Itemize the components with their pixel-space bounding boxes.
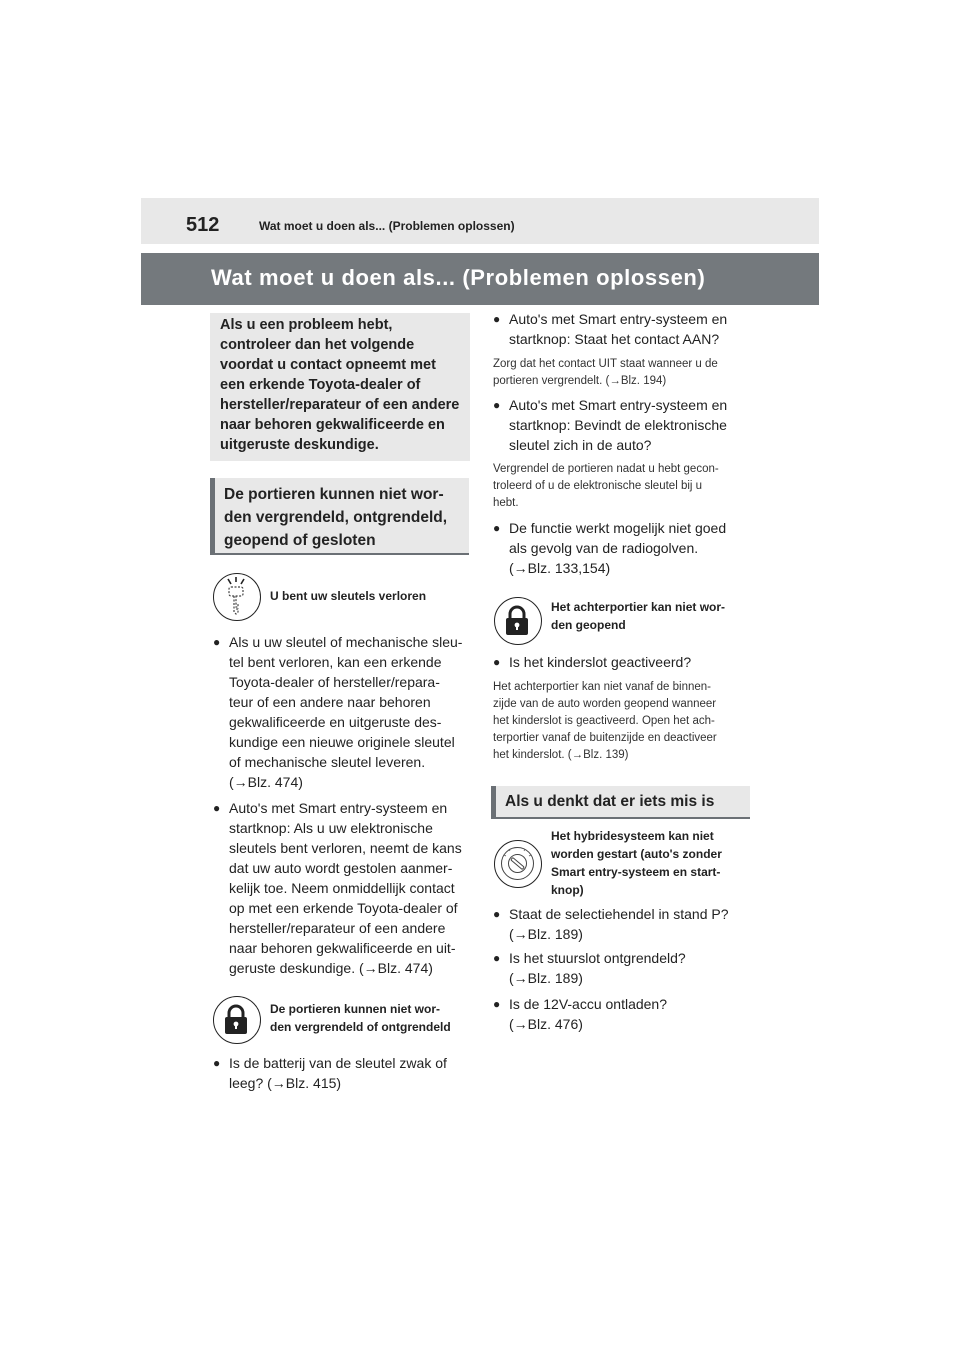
text-line: als gevolg van de radiogolven. bbox=[509, 540, 699, 556]
text-line: Het hybridesysteem kan niet bbox=[551, 829, 714, 843]
text-line: terportier vanaf de buitenzijde en deactiveer bbox=[493, 732, 717, 744]
text-line: Toyota-dealer of hersteller/repara- bbox=[229, 674, 440, 690]
text-line: het kinderslot is geactiveerd. Open het ach- bbox=[493, 715, 715, 727]
text-line: Is de batterij van de sleutel zwak of bbox=[229, 1055, 447, 1071]
text-line: portieren vergrendelt. (→Blz. 194) bbox=[493, 375, 667, 387]
text-line: startknop: Als u uw elektronische bbox=[229, 820, 433, 836]
subsection-title-lock bbox=[270, 1000, 451, 1036]
key-lost-icon bbox=[213, 573, 261, 621]
text-line: sleutel zich in de auto? bbox=[509, 437, 652, 453]
text-line: Is het stuurslot ontgrendeld? bbox=[509, 950, 686, 966]
text-line: dat uw auto wordt gestolen aanmer- bbox=[229, 860, 453, 876]
text-line: Smart entry-systeem en start- bbox=[551, 865, 721, 879]
text-line: startknop: Bevindt de elektronische bbox=[509, 417, 727, 433]
bullet-icon: ● bbox=[493, 907, 501, 921]
bullet-item bbox=[493, 395, 753, 455]
intro-text: Als u een probleem hebt, controleer dan het volgende voordat u contact opneemt met een erkende Toyota-dealer of hersteller/reparateur of een andere naar behoren gekwalificeerde en uitgeruste deskundige. bbox=[220, 317, 460, 453]
text-line: startknop: Staat het contact AAN? bbox=[509, 331, 720, 347]
section-heading-line: den vergrendeld, ontgrendeld, bbox=[224, 509, 448, 526]
bullet-icon: ● bbox=[213, 801, 221, 815]
bullet-item bbox=[493, 904, 753, 944]
page-number: 512 bbox=[186, 214, 220, 236]
bullet-icon: ● bbox=[213, 1056, 221, 1070]
bullet-item bbox=[493, 652, 753, 672]
bullet-item bbox=[493, 309, 753, 349]
text-line: Auto's met Smart entry-systeem en bbox=[229, 800, 448, 816]
text-line: op met een erkende Toyota-dealer of bbox=[229, 900, 458, 916]
text-line: sleutels bent verloren, neemt de kans bbox=[229, 840, 462, 856]
bullet-icon: ● bbox=[493, 951, 501, 965]
text-line: Staat de selectiehendel in stand P? bbox=[509, 906, 729, 922]
text-line: tel bent verloren, kan een erkende bbox=[229, 654, 442, 670]
note-text bbox=[493, 356, 718, 390]
bullet-icon: ● bbox=[213, 635, 221, 649]
subsection-title-rear-door bbox=[551, 598, 725, 634]
lock-icon bbox=[494, 597, 542, 645]
text-line: den geopend bbox=[551, 618, 626, 632]
section-heading-line: De portieren kunnen niet wor- bbox=[224, 486, 444, 503]
page-reference: (→Blz. 474) bbox=[229, 774, 303, 790]
bullet-icon: ● bbox=[493, 312, 501, 326]
text-line: zijde van de auto worden geopend wanneer bbox=[493, 698, 717, 710]
text-line: gekwalificeerde en uitgeruste des- bbox=[229, 714, 442, 730]
text-line: Is het kinderslot geactiveerd? bbox=[509, 654, 692, 670]
bullet-item bbox=[493, 518, 753, 578]
bullet-item bbox=[213, 798, 473, 978]
page-reference: (→Blz. 476) bbox=[509, 1016, 583, 1032]
note-text bbox=[493, 461, 719, 512]
text-line: De functie werkt mogelijk niet goed bbox=[509, 520, 727, 536]
text-line: Het achterportier kan niet vanaf de binnen- bbox=[493, 681, 711, 693]
bullet-item bbox=[213, 632, 473, 792]
text-line: hersteller/reparateur of een andere bbox=[229, 920, 446, 936]
note-text bbox=[493, 679, 717, 764]
section-heading-line: geopend of gesloten bbox=[224, 532, 376, 549]
text-line: teur of een andere naar behoren bbox=[229, 694, 431, 710]
text-line: De portieren kunnen niet wor- bbox=[270, 1002, 441, 1016]
text-line: Als u uw sleutel of mechanische sleu- bbox=[229, 634, 463, 650]
text-line: kundige een nieuwe originele sleutel bbox=[229, 734, 455, 750]
text-line: Auto's met Smart entry-systeem en bbox=[509, 311, 728, 327]
page-reference: (→Blz. 189) bbox=[509, 926, 583, 942]
text-line: knop) bbox=[551, 883, 584, 897]
subsection-title-hybrid-start bbox=[551, 827, 722, 899]
text-line: kelijk toe. Neem onmiddellijk contact bbox=[229, 880, 455, 896]
text-line: of mechanische sleutel leveren. bbox=[229, 754, 426, 770]
text-line: naar behoren gekwalificeerde en uit- bbox=[229, 940, 456, 956]
bullet-icon: ● bbox=[493, 997, 501, 1011]
subsection-title-lost-keys: U bent uw sleutels verloren bbox=[270, 589, 427, 603]
bullet-icon: ● bbox=[493, 655, 501, 669]
section-heading-line: Als u denkt dat er iets mis is bbox=[505, 793, 715, 810]
bullet-item bbox=[493, 994, 753, 1034]
text-line: Het achterportier kan niet wor- bbox=[551, 600, 726, 614]
section-heading-something-wrong bbox=[491, 786, 750, 819]
page-reference: (→Blz. 133,154) bbox=[509, 560, 611, 576]
chapter-title: Wat moet u doen als... (Problemen oplossen) bbox=[211, 265, 706, 290]
bullet-icon: ● bbox=[493, 521, 501, 535]
text-line: geruste deskundige. (→Blz. 474) bbox=[229, 960, 433, 976]
bullet-item bbox=[213, 1053, 473, 1093]
lock-icon bbox=[213, 996, 261, 1044]
text-line: Is de 12V-accu ontladen? bbox=[509, 996, 668, 1012]
section-heading-doors bbox=[210, 478, 469, 555]
text-line: den vergrendeld of ontgrendeld bbox=[270, 1020, 451, 1034]
ignition-switch-icon bbox=[494, 840, 542, 888]
text-line: leeg? (→Blz. 415) bbox=[229, 1075, 342, 1091]
bullet-icon: ● bbox=[493, 398, 501, 412]
bullet-item bbox=[493, 948, 753, 988]
text-line: worden gestart (auto's zonder bbox=[551, 847, 722, 861]
text-line: het kinderslot. (→Blz. 139) bbox=[493, 749, 629, 761]
text-line: Auto's met Smart entry-systeem en bbox=[509, 397, 728, 413]
page-reference: (→Blz. 189) bbox=[509, 970, 583, 986]
text-line: Zorg dat het contact UIT staat wanneer u de bbox=[493, 358, 718, 370]
running-title: Wat moet u doen als... (Problemen oplossen) bbox=[259, 219, 515, 233]
text-line: troleerd of u de elektronische sleutel bij u bbox=[493, 480, 703, 492]
text-line: hebt. bbox=[493, 497, 519, 509]
text-line: Vergrendel de portieren nadat u hebt gecon- bbox=[493, 463, 719, 475]
